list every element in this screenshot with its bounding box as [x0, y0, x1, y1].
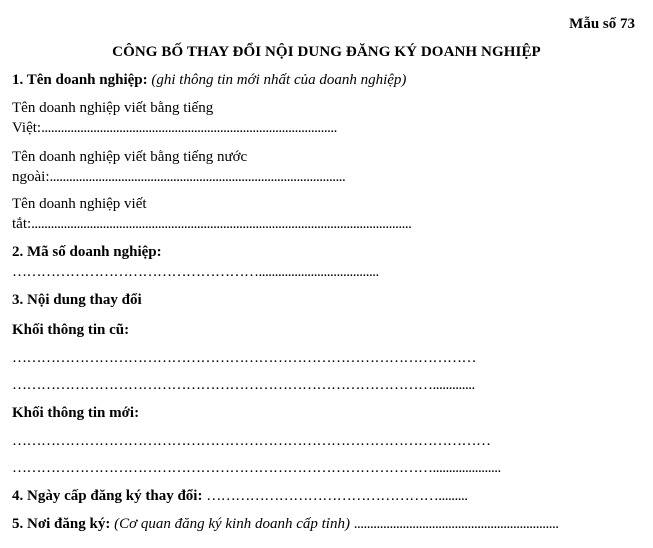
- old-info-dots-1: ……………………………………………………………………………………: [12, 350, 476, 366]
- foreign-name-line: [12, 168, 345, 186]
- section4-heading: 4. Ngày cấp đăng ký thay đổi:: [12, 488, 203, 504]
- section2-heading: 2. Mã số doanh nghiệp:: [12, 244, 162, 260]
- section1-heading: 1. Tên doanh nghiệp:: [12, 72, 148, 88]
- vn-name-line: [12, 119, 337, 137]
- abbr-name-label-end: tắt:: [12, 216, 32, 232]
- section4-dots: ………………………………………….........: [206, 488, 468, 504]
- section5-line: [12, 515, 558, 533]
- new-info-heading: Khối thông tin mới:: [12, 405, 140, 421]
- section1-heading-line: [12, 71, 406, 89]
- old-info-dots-2: …………………………………………………………………………….............: [12, 377, 475, 393]
- vn-name-label-end: Việt:: [12, 120, 42, 136]
- old-info-heading: Khối thông tin cũ:: [12, 322, 130, 338]
- new-info-dots-1: ………………………………………………………………………………………: [12, 433, 491, 449]
- section2-dots: …………………………………………….....................................: [12, 264, 379, 280]
- abbr-name-dots: .....................................................................................................................: [31, 216, 412, 232]
- section1-note: (ghi thông tin mới nhất của doanh nghiệp): [151, 72, 407, 88]
- section3-heading: 3. Nội dung thay đổi: [12, 292, 142, 308]
- abbr-name-label: Tên doanh nghiệp viết: [12, 196, 147, 212]
- foreign-name-label-end: ngoài:: [12, 169, 50, 185]
- section5-dots: ...............................................................: [353, 516, 559, 532]
- section4-line: [12, 487, 467, 505]
- section5-note: (Cơ quan đăng ký kinh doanh cấp tỉnh): [114, 516, 350, 532]
- foreign-name-label: Tên doanh nghiệp viết bằng tiếng nước: [12, 149, 248, 165]
- section5-heading: 5. Nơi đăng ký:: [12, 516, 111, 532]
- new-info-dots-2: …………………………………………………………………………….....................: [12, 460, 501, 476]
- document-title: CÔNG BỐ THAY ĐỔI NỘI DUNG ĐĂNG KÝ DOANH NGHIỆP: [112, 44, 541, 60]
- foreign-name-dots: ...........................................................................................: [49, 169, 346, 185]
- vn-name-label: Tên doanh nghiệp viết bằng tiếng: [12, 100, 214, 116]
- abbr-name-line: [12, 215, 411, 233]
- form-number: Mẫu số 73: [569, 16, 635, 32]
- vn-name-dots: ...........................................................................................: [41, 120, 337, 136]
